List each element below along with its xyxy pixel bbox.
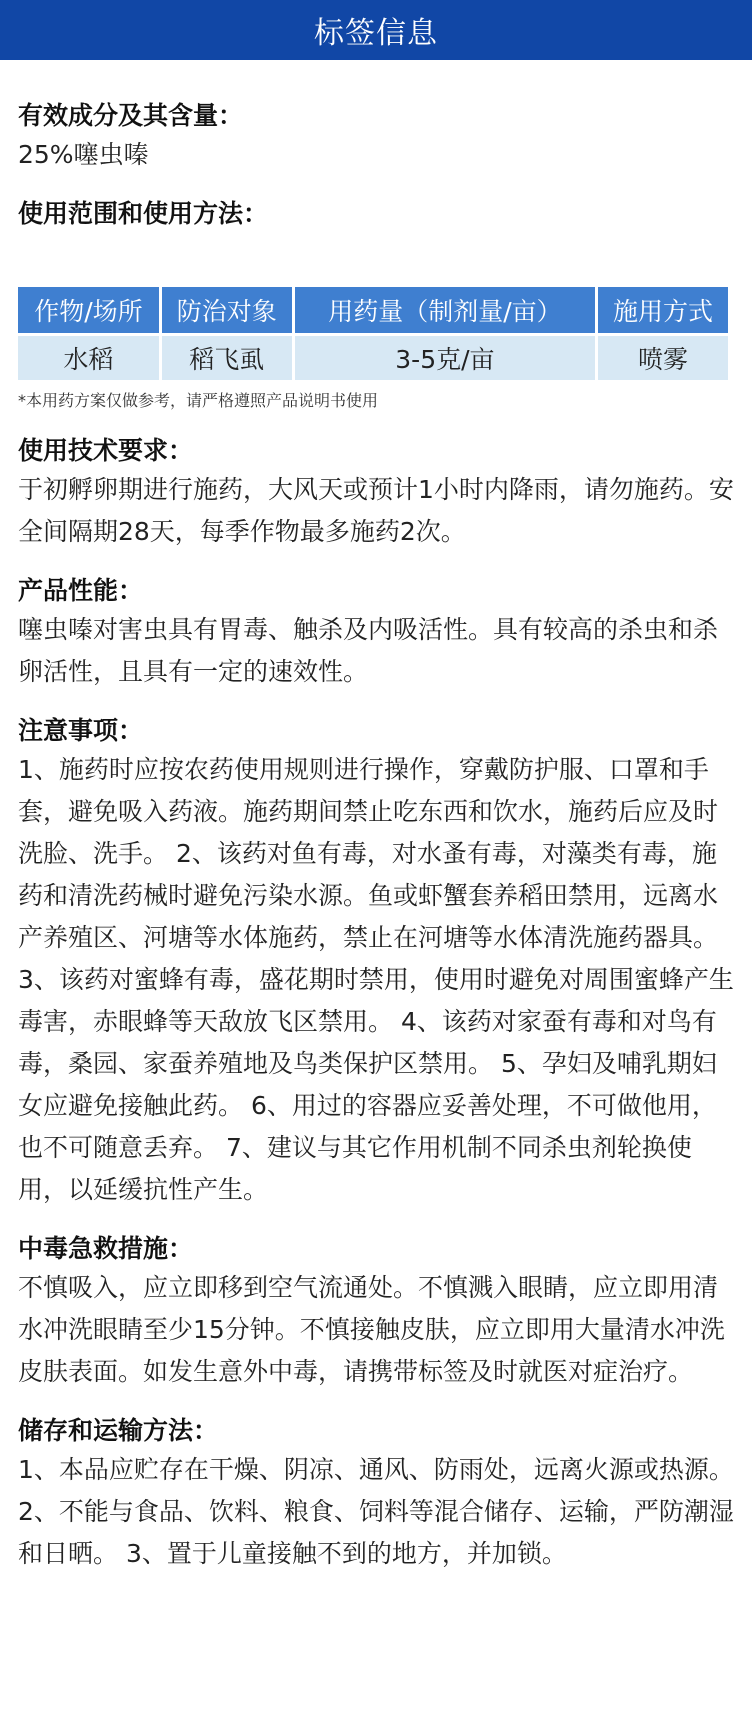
table-cell-target: 稻飞虱	[162, 336, 292, 380]
table-cell-method: 喷雾	[598, 336, 728, 380]
first-aid-text: 不慎吸入，应立即移到空气流通处。不慎溅入眼睛，应立即用清水冲洗眼睛至少15分钟。不慎接触皮肤，应立即用大量清水冲洗皮肤表面。如发生意外中毒，请携带标签及时就医对症治疗。	[18, 1273, 725, 1386]
performance-title: 产品性能：	[18, 576, 144, 605]
table-cell-dosage: 3-5克/亩	[295, 336, 595, 380]
table-header-target: 防治对象	[162, 287, 292, 333]
table-header-dosage: 用药量（制剂量/亩）	[295, 287, 595, 333]
precautions-title: 注意事项：	[18, 716, 144, 745]
table-header-crop: 作物/场所	[18, 287, 159, 333]
section-performance	[18, 573, 734, 693]
table-cell-crop: 水稻	[18, 336, 159, 380]
ingredient-text: 25%噻虫嗪	[18, 140, 149, 169]
section-ingredient	[18, 98, 734, 176]
page-header	[0, 0, 752, 60]
section-technique	[18, 433, 734, 553]
section-precautions	[18, 713, 734, 1211]
usage-note: *本用药方案仅做参考，请严格遵照产品说明书使用	[18, 391, 379, 410]
storage-text: 1、本品应贮存在干燥、阴凉、通风、防雨处，远离火源或热源。 2、不能与食品、饮料、粮食、饲料等混合储存、运输，严防潮湿和日晒。 3、置于儿童接触不到的地方，并加锁。	[18, 1455, 734, 1568]
section-usage	[18, 196, 734, 232]
storage-title: 储存和运输方法：	[18, 1416, 219, 1445]
table-header-method: 施用方式	[598, 287, 728, 333]
usage-title: 使用范围和使用方法：	[18, 199, 269, 228]
page-title: 标签信息	[314, 16, 438, 51]
technique-text: 于初孵卵期进行施药，大风天或预计1小时内降雨，请勿施药。安全间隔期28天，每季作物最多施药2次。	[18, 475, 734, 546]
table-header-row	[18, 287, 728, 333]
dosage-table	[15, 284, 731, 383]
ingredient-title: 有效成分及其含量：	[18, 101, 244, 130]
performance-text: 噻虫嗪对害虫具有胃毒、触杀及内吸活性。具有较高的杀虫和杀卵活性，且具有一定的速效性。	[18, 615, 719, 686]
section-first-aid	[18, 1231, 734, 1393]
precautions-text: 1、施药时应按农药使用规则进行操作，穿戴防护服、口罩和手套，避免吸入药液。施药期间禁止吃东西和饮水，施药后应及时洗脸、洗手。 2、该药对鱼有毒，对水蚤有毒，对藻类有毒，施药和清洗药械时避免污染水源。鱼或虾蟹套养稻田禁用，远离水产养殖区、河塘等水体施药，禁止在河塘等水体清洗施药器具。 3、该药对蜜蜂有毒，盛花期时禁用，使用时避免对周围蜜蜂产生毒害，赤眼蜂等天敌放飞区禁用。 4、该药对家蚕有毒和对鸟有毒，桑园、家蚕养殖地及鸟类保护区禁用。 5、孕妇及哺乳期妇女应避免接触此药。 6、用过的容器应妥善处理，不可做他用，也不可随意丢弃。 7、建议与其它作用机制不同杀虫剂轮换使用，以延缓抗性产生。	[18, 755, 734, 1204]
section-storage	[18, 1413, 734, 1575]
label-content	[0, 60, 752, 1575]
table-row	[18, 336, 728, 380]
technique-title: 使用技术要求：	[18, 436, 194, 465]
first-aid-title: 中毒急救措施：	[18, 1234, 194, 1263]
